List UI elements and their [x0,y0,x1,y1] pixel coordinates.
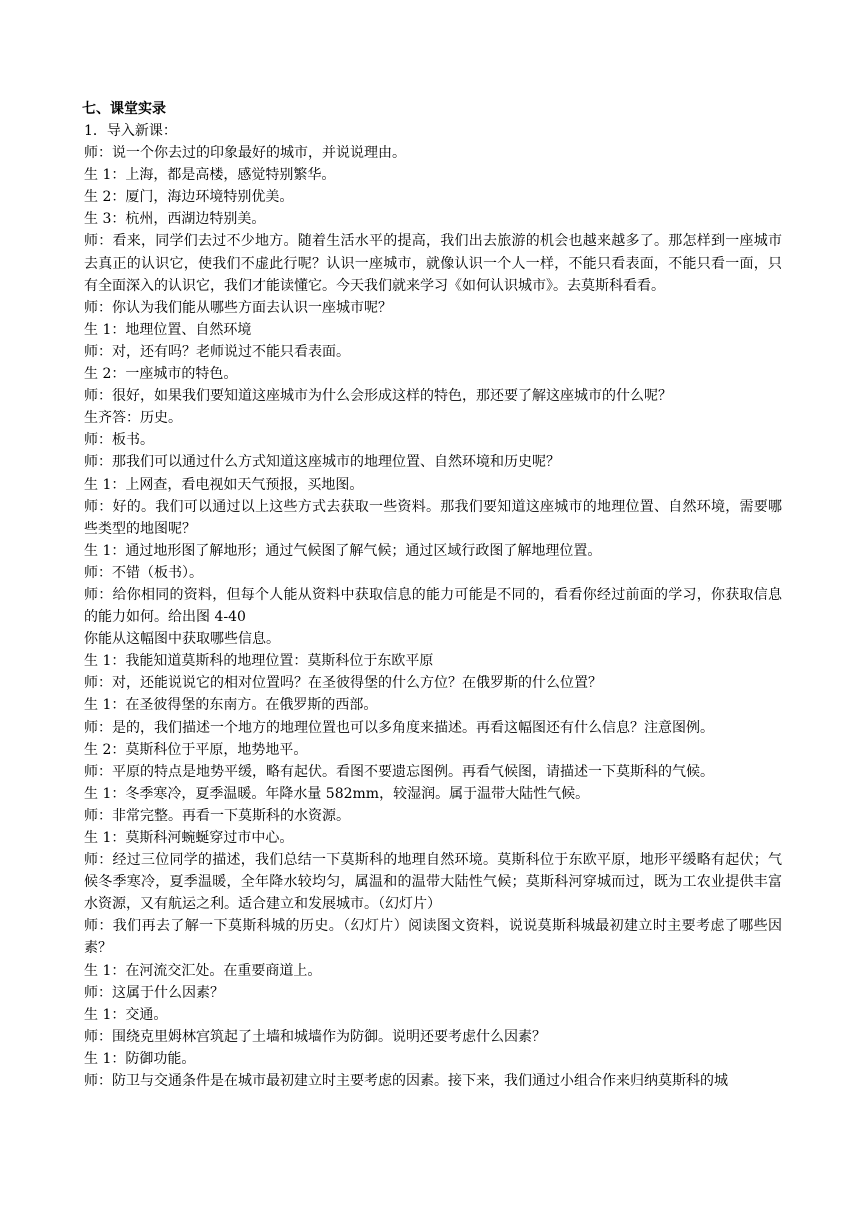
transcript-paragraph: 师：平原的特点是地势平缓，略有起伏。看图不要遗忘图例。再看气候图，请描述一下莫斯科的气候。 [84,763,714,780]
transcript-paragraph: 师：很好，如果我们要知道这座城市为什么会形成这样的特色，那还要了解这座城市的什么呢？ [84,388,672,405]
transcript-paragraph: 生 1：地理位置、自然环境 [84,321,252,338]
transcript-paragraph: 生 1：防御功能。 [84,1050,196,1067]
transcript-paragraph: 生 2：莫斯科位于平原，地势地平。 [84,741,308,758]
transcript-paragraph: 生 1：冬季寒冷，夏季温暖。年降水量 582mm，较湿润。属于温带大陆性气候。 [84,785,590,802]
transcript-paragraph: 师：对，还能说说它的相对位置吗？在圣彼得堡的什么方位？在俄罗斯的什么位置？ [84,675,602,692]
transcript-paragraph: 生 1：莫斯科河蜿蜒穿过市中心。 [84,830,294,846]
transcript-body [82,120,782,1092]
transcript-paragraph: 生齐答：历史。 [84,410,182,427]
transcript-paragraph: 生 1：我能知道莫斯科的地理位置：莫斯科位于东欧平原 [84,653,434,670]
transcript-paragraph: 师：给你相同的资料，但每个人能从资料中获取信息的能力可能是不同的，看看你经过前面的学习，你获取信息的能力如何。给出图 4-40 [84,586,782,626]
document-page [82,98,782,1092]
transcript-paragraph: 师：对，还有吗？老师说过不能只看表面。 [84,343,350,360]
transcript-paragraph: 师：说一个你去过的印象最好的城市，并说说理由。 [84,145,406,162]
transcript-paragraph: 师：是的，我们描述一个地方的地理位置也可以多角度来描述。再看这幅图还有什么信息？注意图例。 [84,719,714,736]
transcript-paragraph: 生 1：在河流交汇处。在重要商道上。 [84,962,322,979]
transcript-paragraph: 你能从这幅图中获取哪些信息。 [84,631,280,648]
transcript-paragraph: 师：不错（板书）。 [84,564,203,581]
transcript-paragraph: 师：经过三位同学的描述，我们总结一下莫斯科的地理自然环境。莫斯科位于东欧平原，地形平缓略有起伏；气候冬季寒冷，夏季温暖，全年降水较均匀，属温和的温带大陆性气候；莫斯科河穿城而过，既为工农业提供丰富水资源，又有航运之利。适合建立和发展城市。（幻灯片） [84,852,782,913]
transcript-paragraph: 师：板书。 [84,432,154,449]
transcript-paragraph: 生 1：交通。 [84,1006,168,1023]
transcript-paragraph: 师：防卫与交通条件是在城市最初建立时主要考虑的因素。接下来，我们通过小组合作来归纳莫斯科的城 [84,1073,728,1090]
transcript-paragraph: 师：那我们可以通过什么方式知道这座城市的地理位置、自然环境和历史呢？ [84,454,560,471]
transcript-paragraph: 生 1：通过地形图了解地形；通过气候图了解气候；通过区域行政图了解地理位置。 [84,542,602,559]
transcript-paragraph: 师：非常完整。再看一下莫斯科的水资源。 [84,807,350,824]
transcript-paragraph: 1．导入新课： [84,123,177,139]
transcript-paragraph: 生 2：一座城市的特色。 [84,366,238,383]
transcript-paragraph: 生 1：上网查，看电视如天气预报，买地图。 [84,476,364,493]
transcript-paragraph: 生 1：在圣彼得堡的东南方。在俄罗斯的西部。 [84,697,378,714]
transcript-paragraph: 生 3：杭州，西湖边特别美。 [84,211,266,228]
transcript-paragraph: 师：我们再去了解一下莫斯科城的历史。（幻灯片）阅读图文资料，说说莫斯科城最初建立时主要考虑了哪些因素？ [84,918,782,957]
section-heading: 七、课堂实录 [82,101,166,117]
transcript-paragraph: 生 1：上海，都是高楼，感觉特别繁华。 [84,167,336,184]
transcript-paragraph: 师：好的。我们可以通过以上这些方式去获取一些资料。那我们要知道这座城市的地理位置、自然环境，需要哪些类型的地图呢？ [84,498,782,537]
transcript-paragraph: 师：这属于什么因素？ [84,984,224,1001]
transcript-paragraph: 师：看来，同学们去过不少地方。随着生活水平的提高，我们出去旅游的机会也越来越多了。那怎样到一座城市去真正的认识它，使我们不虚此行呢？认识一座城市，就像认识一个人一样，不能只看表面，不能只看一面，只有全面深入的认识它，我们才能读懂它。今天我们就来学习《如何认识城市》。去莫斯科看看。 [84,233,782,294]
transcript-paragraph: 师：围绕克里姆林宫筑起了土墙和城墙作为防御。说明还要考虑什么因素？ [84,1028,546,1045]
transcript-paragraph: 生 2：厦门，海边环境特别优美。 [84,189,294,206]
transcript-paragraph: 师：你认为我们能从哪些方面去认识一座城市呢？ [84,299,392,316]
